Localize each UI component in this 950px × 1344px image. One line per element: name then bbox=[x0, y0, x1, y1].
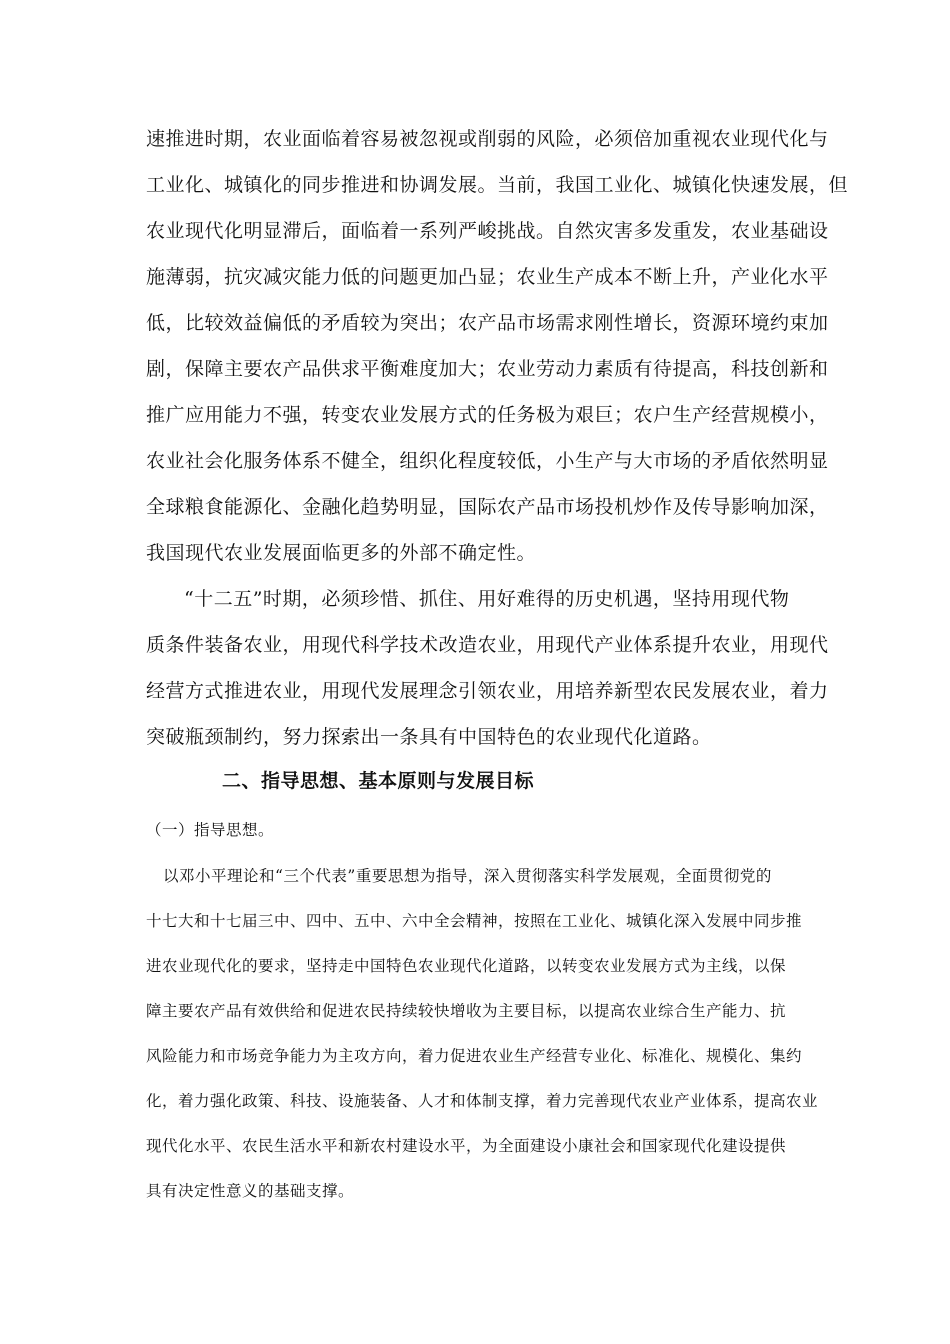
paragraph-3-line: 以邓小平理论和“三个代表”重要思想为指导，深入贯彻落实科学发展观，全面贯彻党的 bbox=[163, 867, 772, 885]
paragraph-2-line: 经营方式推进农业，用现代发展理念引领农业，用培养新型农民发展农业，着力 bbox=[146, 680, 829, 702]
paragraph-2-line: 突破瓶颈制约，努力探索出一条具有中国特色的农业现代化道路。 bbox=[146, 726, 712, 748]
paragraph-3-line: 现代化水平、农民生活水平和新农村建设水平，为全面建设小康社会和国家现代化建设提供 bbox=[146, 1137, 787, 1155]
paragraph-1-line: 我国现代农业发展面临更多的外部不确定性。 bbox=[146, 542, 537, 564]
paragraph-1-line: 低，比较效益偏低的矛盾较为突出；农产品市场需求刚性增长，资源环境约束加 bbox=[146, 312, 829, 334]
paragraph-1-line: 全球粮食能源化、金融化趋势明显，国际农产品市场投机炒作及传导影响加深， bbox=[146, 496, 829, 518]
paragraph-1-line: 推广应用能力不强，转变农业发展方式的任务极为艰巨；农户生产经营规模小， bbox=[146, 404, 829, 426]
paragraph-1-line: 农业社会化服务体系不健全，组织化程度较低，小生产与大市场的矛盾依然明显 bbox=[146, 450, 829, 472]
paragraph-1-line: 剧，保障主要农产品供求平衡难度加大；农业劳动力素质有待提高，科技创新和 bbox=[146, 358, 829, 380]
paragraph-1-line: 速推进时期，农业面临着容易被忽视或削弱的风险，必须倍加重视农业现代化与 bbox=[146, 128, 829, 150]
paragraph-2-line: “十二五”时期，必须珍惜、抓住、用好难得的历史机遇，坚持用现代物 bbox=[184, 588, 790, 610]
paragraph-1-line: 农业现代化明显滞后，面临着一系列严峻挑战。自然灾害多发重发，农业基础设 bbox=[146, 220, 829, 242]
section-heading: 二、指导思想、基本原则与发展目标 bbox=[222, 770, 535, 792]
paragraph-3-line: 障主要农产品有效供给和促进农民持续较快增收为主要目标，以提高农业综合生产能力、抗 bbox=[146, 1002, 787, 1020]
paragraph-3-line: 具有决定性意义的基础支撑。 bbox=[146, 1182, 355, 1200]
paragraph-1-line: 工业化、城镇化的同步推进和协调发展。当前，我国工业化、城镇化快速发展，但 bbox=[146, 174, 849, 196]
paragraph-3-line: 风险能力和市场竞争能力为主攻方向，着力促进农业生产经营专业化、标准化、规模化、集约 bbox=[146, 1047, 803, 1065]
paragraph-3-line: 十七大和十七届三中、四中、五中、六中全会精神，按照在工业化、城镇化深入发展中同步推 bbox=[146, 912, 803, 930]
paragraph-3-line: 进农业现代化的要求，坚持走中国特色农业现代化道路，以转变农业发展方式为主线，以保 bbox=[146, 957, 787, 975]
paragraph-3-line: 化，着力强化政策、科技、设施装备、人才和体制支撑，着力完善现代农业产业体系，提高农业 bbox=[146, 1092, 819, 1110]
paragraph-2-line: 质条件装备农业，用现代科学技术改造农业，用现代产业体系提升农业，用现代 bbox=[146, 634, 829, 656]
paragraph-1-line: 施薄弱，抗灾减灾能力低的问题更加凸显；农业生产成本不断上升，产业化水平 bbox=[146, 266, 829, 288]
subsection-heading: （一）指导思想。 bbox=[146, 821, 275, 839]
